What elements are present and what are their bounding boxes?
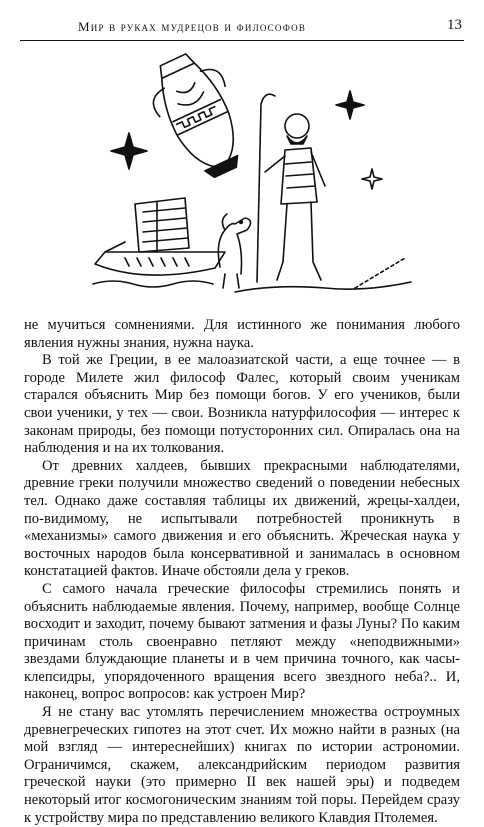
body-text	[24, 317, 460, 827]
paragraph: С самого начала греческие философы стремились понять и объяснить наблюдаемые явления. Почему, например, вообще Солнце восходит и заходит, почему бывают затмения и фазы Луны? По каким причинам столь своенравно петляют между «неподвижными» звездами блуждающие планеты и в чем причина точного, как часы-клепсидры, упорядоченного вращения всего звездного неба?.. И, наконец, вопрос вопросов: как устроен Мир?	[24, 580, 460, 703]
paragraph: В той же Греции, в ее малоазиатской части, а еще точнее — в городе Милете жил философ Фалес, который своим ученикам старался объяснить Мир без помощи богов. У его учеников, были свои ученики, у тех — свои. Возникла натурфилософия — интерес к законам природы, без помощи потусторонних сил. Опиралась она на наблюдения и на их толкования.	[24, 352, 460, 457]
running-title: Мир в руках мудрецов и философов	[78, 19, 307, 34]
page-number: 13	[447, 17, 462, 33]
star-icon	[111, 91, 382, 189]
paragraph: не мучиться сомнениями. Для истинного же понимания любого явления нужны знания, нужна наука.	[24, 317, 460, 351]
philosopher-icon	[235, 94, 411, 292]
page-header	[20, 12, 464, 36]
paragraph: Я не стану вас утомлять перечислением множества остроумных древнегреческих гипотез на этот счет. Их можно найти в разных (на мой взгляд — интереснейших) книгах по истории астрономии. Ограничимся, скажем, александрийским периодом развития греческой науки (это примерно II век нашей эры) и подведем некоторый итог космогоническим знаниям той поры. Перейдем сразу к устройству мира по представлению великого Клавдия Птолемея.	[24, 704, 460, 826]
header-rule	[20, 40, 464, 41]
illustration	[85, 52, 415, 314]
amphora-icon	[139, 52, 259, 188]
dog-icon	[218, 214, 250, 288]
ship-icon	[93, 198, 225, 287]
paragraph: От древних халдеев, бывших прекрасными наблюдателями, древние греки получили множество сведений о поведении небесных тел. Однако даже составляя таблицы их движений, жрецы-халдеи, по-видимому, не испытывали потребностей проникнуть в «механизмы» самого движения и его объяснить. Жреческая наука у восточных народов была консервативной и занималась в основном констатацией фактов. Иначе обстояли дела у греков.	[24, 457, 460, 580]
